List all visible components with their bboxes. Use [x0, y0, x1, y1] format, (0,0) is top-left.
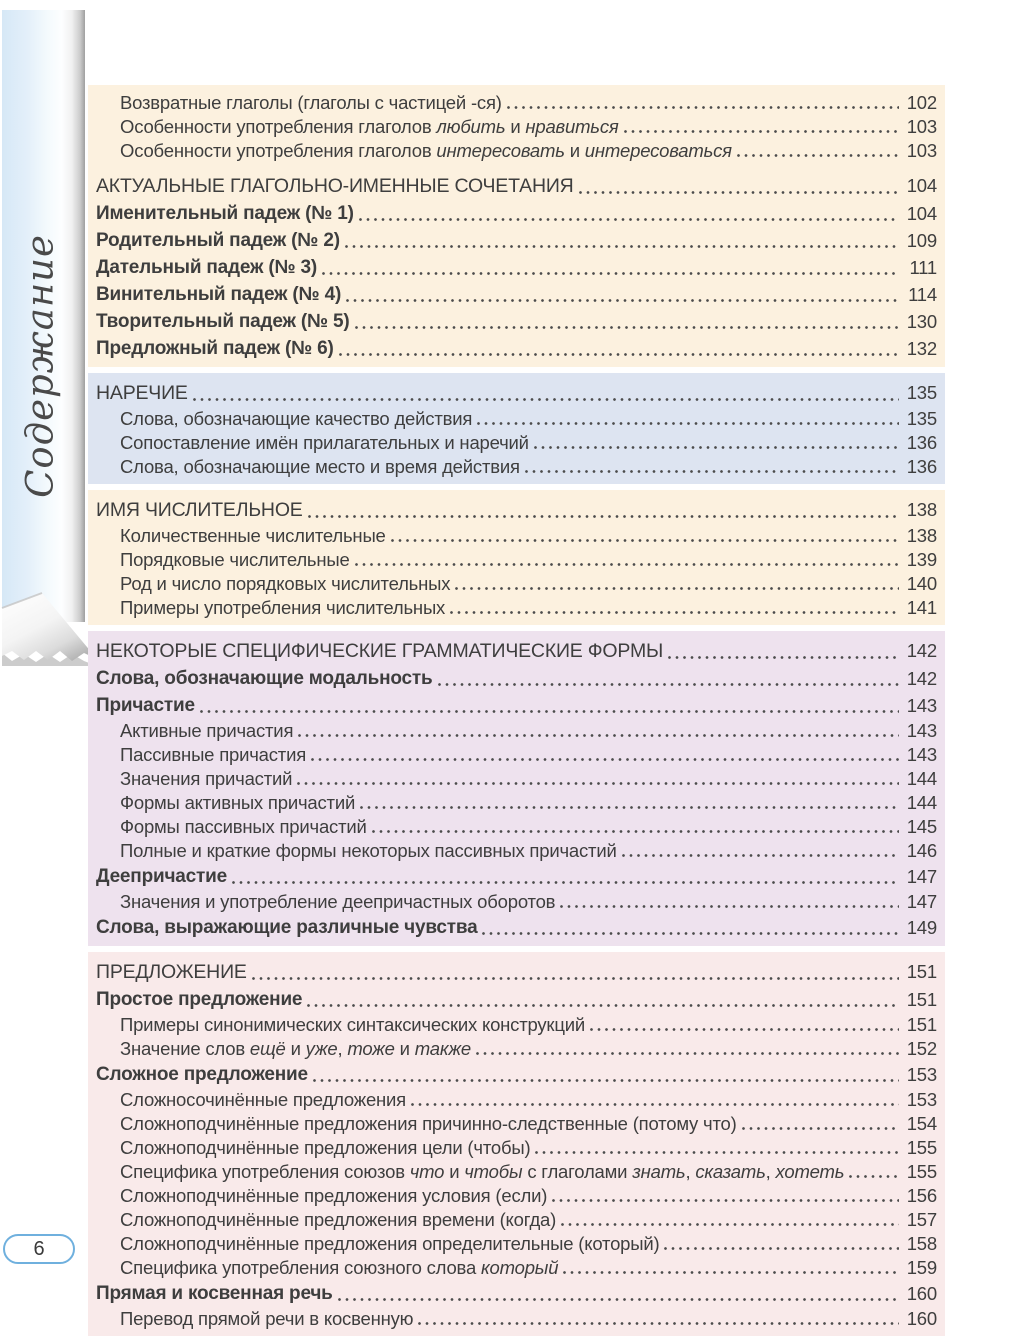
dot-leader — [552, 1184, 899, 1208]
toc-entry — [96, 767, 937, 791]
toc-entry-label: ИМЯ ЧИСЛИТЕЛЬНОЕ — [96, 499, 303, 521]
toc-entry-label: Винительный падеж (№ 4) — [96, 284, 342, 305]
toc-entry — [96, 524, 937, 548]
dot-leader — [535, 1136, 899, 1160]
dot-leader — [560, 890, 899, 914]
toc-entry — [96, 1061, 937, 1088]
toc-entry — [96, 139, 937, 163]
dot-leader — [590, 1013, 899, 1037]
toc-entry — [96, 548, 937, 572]
toc-entry — [96, 1184, 937, 1208]
toc-page-number: 111 — [909, 257, 937, 278]
toc-entry — [96, 791, 937, 815]
dot-leader — [622, 839, 899, 863]
toc-entry-label: Родительный падеж (№ 2) — [96, 230, 340, 251]
dot-leader — [476, 1037, 899, 1061]
toc-entry — [96, 455, 937, 479]
toc-page-number: 103 — [906, 116, 937, 137]
toc-page-number: 153 — [906, 1089, 937, 1110]
toc-page-number: 135 — [906, 382, 937, 403]
toc-entry — [96, 200, 937, 227]
toc-entry-label: Деепричастие — [96, 866, 227, 887]
sidebar-title: Содержание — [18, 234, 62, 498]
dot-leader — [561, 1208, 899, 1232]
toc-page-number: 155 — [906, 1161, 937, 1182]
toc-page-number: 132 — [906, 338, 937, 359]
dot-leader — [455, 572, 899, 596]
toc-page-number: 158 — [906, 1233, 937, 1254]
toc-page-number: 138 — [906, 499, 937, 520]
toc-entry — [96, 496, 937, 524]
toc-page-number: 152 — [906, 1038, 937, 1059]
toc-page-number: 154 — [906, 1113, 937, 1134]
toc-entry — [96, 227, 937, 254]
dot-leader — [313, 1061, 899, 1088]
toc-page-number: 143 — [906, 720, 937, 741]
toc-entry — [96, 958, 937, 986]
toc-entry-label: Значения и употребление деепричастных оборотов — [120, 891, 556, 912]
dot-leader — [624, 115, 899, 139]
toc-entry-label: НАРЕЧИЕ — [96, 382, 188, 404]
dot-leader — [355, 308, 899, 335]
page-number-label: 6 — [33, 1237, 45, 1260]
toc-page-number: 104 — [906, 175, 937, 196]
toc-entry-label: Специфика употребления союзов что и чтобы с глаголами знать, сказать, хотеть — [120, 1161, 845, 1182]
toc-entry-label: Простое предложение — [96, 989, 303, 1010]
toc-entry-label: Значение слов ещё и уже, тоже и также — [120, 1038, 471, 1059]
dot-leader — [507, 91, 899, 115]
toc-entry-label: Формы пассивных причастий — [120, 816, 367, 837]
toc-entry-label: Сопоставление имён прилагательных и наречий — [120, 432, 529, 453]
toc-entry-label: Возвратные глаголы (глаголы с частицей -ся) — [120, 92, 502, 113]
toc-entry — [96, 1112, 937, 1136]
toc-page-number: 143 — [906, 695, 937, 716]
toc-entry — [96, 863, 937, 890]
toc-entry — [96, 379, 937, 407]
dot-leader — [346, 281, 899, 308]
toc-page-number: 141 — [906, 597, 937, 618]
toc-entry-label: Сложносочинённые предложения — [120, 1089, 407, 1110]
toc-entry — [96, 115, 937, 139]
toc-page-number: 151 — [906, 989, 937, 1010]
toc-page-number: 114 — [908, 284, 937, 305]
dot-leader — [563, 1256, 899, 1280]
toc-entry-label: Специфика употребления союзного слова который — [120, 1257, 559, 1278]
dot-leader — [193, 379, 899, 407]
dot-leader — [737, 139, 899, 163]
dot-leader — [232, 863, 899, 890]
toc-page-number: 160 — [906, 1283, 937, 1304]
toc-entry-label: Активные причастия — [120, 720, 294, 741]
dot-leader — [322, 254, 899, 281]
toc-page-number: 109 — [906, 230, 937, 251]
toc-entry-label: Сложное предложение — [96, 1064, 308, 1085]
dot-leader — [668, 637, 899, 665]
dot-leader — [391, 524, 899, 548]
toc-entry — [96, 407, 937, 431]
toc-page-number: 142 — [906, 640, 937, 661]
toc-entry-label: Слова, обозначающие место и время действия — [120, 456, 520, 477]
toc-entry-label: АКТУАЛЬНЫЕ ГЛАГОЛЬНО-ИМЕННЫЕ СОЧЕТАНИЯ — [96, 175, 574, 197]
toc-entry-label: Слова, обозначающие качество действия — [120, 408, 473, 429]
dot-leader — [297, 767, 899, 791]
dot-leader — [360, 791, 899, 815]
dot-leader — [664, 1232, 899, 1256]
toc-entry — [96, 839, 937, 863]
sidebar-ribbon — [2, 10, 85, 622]
toc-entry — [96, 914, 937, 941]
toc-entry — [96, 815, 937, 839]
dot-leader — [477, 407, 899, 431]
toc-section — [88, 631, 945, 946]
toc-entry-label: Слова, выражающие различные чувства — [96, 917, 478, 938]
toc-entry-label: Именительный падеж (№ 1) — [96, 203, 354, 224]
toc-page-number: 136 — [906, 456, 937, 477]
toc-entry-label: Перевод прямой речи в косвенную — [120, 1308, 414, 1329]
toc-page-number: 135 — [906, 408, 937, 429]
dot-leader — [298, 719, 899, 743]
page-number-badge — [3, 1234, 75, 1264]
dot-leader — [742, 1112, 899, 1136]
toc-entry — [96, 335, 937, 362]
toc-entry-label: Порядковые числительные — [120, 549, 350, 570]
toc-entry — [96, 719, 937, 743]
toc-entry-label: Творительный падеж (№ 5) — [96, 311, 350, 332]
toc-page-number: 139 — [906, 549, 937, 570]
toc-page-number: 159 — [906, 1257, 937, 1278]
toc-page-number: 151 — [906, 1014, 937, 1035]
toc-entry — [96, 1280, 937, 1307]
page-curl-decoration — [0, 583, 102, 669]
toc-page-number: 145 — [906, 816, 937, 837]
toc-entry-label: Пассивные причастия — [120, 744, 307, 765]
toc-section — [88, 85, 945, 367]
dot-leader — [849, 1160, 899, 1184]
toc-page-number: 144 — [906, 792, 937, 813]
dot-leader — [534, 431, 899, 455]
toc-page-number: 140 — [906, 573, 937, 594]
toc-entry-label: Сложноподчинённые предложения цели (чтобы) — [120, 1137, 531, 1158]
toc-entry-label: Сложноподчинённые предложения условия (если) — [120, 1185, 548, 1206]
dot-leader — [345, 227, 899, 254]
toc-page-number: 157 — [906, 1209, 937, 1230]
toc-entry-label: Сложноподчинённые предложения причинно-следственные (потому что) — [120, 1113, 737, 1134]
toc-entry-label: Особенности употребления глаголов интересовать и интересоваться — [120, 140, 732, 161]
dot-leader — [308, 496, 899, 524]
toc-page-number: 153 — [906, 1064, 937, 1085]
toc-entry — [96, 986, 937, 1013]
dot-leader — [482, 914, 899, 941]
toc-page-number: 146 — [906, 840, 937, 861]
toc-entry — [96, 1136, 937, 1160]
dot-leader — [411, 1088, 899, 1112]
toc-entry-label: НЕКОТОРЫЕ СПЕЦИФИЧЕСКИЕ ГРАММАТИЧЕСКИЕ ФОРМЫ — [96, 640, 664, 662]
toc-entry-label: Предложный падеж (№ 6) — [96, 338, 334, 359]
toc-entry-label: Сложноподчинённые предложения времени (когда) — [120, 1209, 557, 1230]
toc — [88, 85, 945, 1342]
toc-entry-label: Род и число порядковых числительных — [120, 573, 451, 594]
toc-entry — [96, 254, 937, 281]
toc-page-number: 103 — [906, 140, 937, 161]
toc-entry — [96, 1088, 937, 1112]
toc-entry — [96, 281, 937, 308]
toc-page-number: 142 — [906, 668, 937, 689]
toc-entry — [96, 637, 937, 665]
toc-page-number: 160 — [906, 1308, 937, 1329]
toc-page-number: 130 — [906, 311, 937, 332]
toc-page-number: 155 — [906, 1137, 937, 1158]
dot-leader — [338, 1280, 899, 1307]
toc-entry — [96, 1160, 937, 1184]
toc-entry — [96, 665, 937, 692]
toc-entry-label: Формы активных причастий — [120, 792, 356, 813]
toc-entry — [96, 1307, 937, 1331]
toc-page-number: 144 — [906, 768, 937, 789]
toc-entry-label: Слова, обозначающие модальность — [96, 668, 433, 689]
toc-entry-label: Прямая и косвенная речь — [96, 1283, 333, 1304]
toc-page-number: 102 — [906, 92, 937, 113]
dot-leader — [525, 455, 899, 479]
toc-entry — [96, 431, 937, 455]
toc-entry-label: Дательный падеж (№ 3) — [96, 257, 318, 278]
toc-entry-label: Примеры употребления числительных — [120, 597, 446, 618]
toc-entry — [96, 1232, 937, 1256]
toc-entry-label: Полные и краткие формы некоторых пассивных причастий — [120, 840, 617, 861]
toc-entry-label: Значения причастий — [120, 768, 293, 789]
toc-section — [88, 373, 945, 484]
toc-entry — [96, 890, 937, 914]
toc-entry-label: Причастие — [96, 695, 195, 716]
dot-leader — [438, 665, 899, 692]
toc-section — [88, 952, 945, 1336]
toc-entry — [96, 1013, 937, 1037]
toc-entry-label: Примеры синонимических синтаксических конструкций — [120, 1014, 585, 1035]
dot-leader — [418, 1307, 899, 1331]
dot-leader — [359, 200, 899, 227]
toc-entry — [96, 692, 937, 719]
dot-leader — [252, 958, 899, 986]
toc-page-number: 151 — [906, 961, 937, 982]
dot-leader — [355, 548, 899, 572]
toc-entry — [96, 596, 937, 620]
toc-entry — [96, 743, 937, 767]
toc-page-number: 138 — [906, 525, 937, 546]
toc-page-number: 147 — [906, 866, 937, 887]
dot-leader — [307, 986, 899, 1013]
toc-entry — [96, 572, 937, 596]
toc-entry-label: Количественные числительные — [120, 525, 386, 546]
dot-leader — [200, 692, 899, 719]
toc-page-number: 149 — [906, 917, 937, 938]
toc-page-number: 143 — [906, 744, 937, 765]
toc-entry-label: ПРЕДЛОЖЕНИЕ — [96, 961, 247, 983]
toc-entry — [96, 91, 937, 115]
toc-entry — [96, 1037, 937, 1061]
toc-page-number: 136 — [906, 432, 937, 453]
toc-entry-label: Особенности употребления глаголов любить и нравиться — [120, 116, 619, 137]
toc-page-number: 156 — [906, 1185, 937, 1206]
toc-entry — [96, 308, 937, 335]
dot-leader — [450, 596, 899, 620]
toc-section — [88, 490, 945, 625]
dot-leader — [579, 172, 899, 200]
toc-entry — [96, 1256, 937, 1280]
toc-page-number: 147 — [906, 891, 937, 912]
dot-leader — [339, 335, 899, 362]
toc-entry — [96, 1208, 937, 1232]
toc-page-number: 104 — [906, 203, 937, 224]
toc-entry-label: Сложноподчинённые предложения определительные (который) — [120, 1233, 660, 1254]
toc-entry — [96, 172, 937, 200]
dot-leader — [311, 743, 899, 767]
dot-leader — [372, 815, 899, 839]
